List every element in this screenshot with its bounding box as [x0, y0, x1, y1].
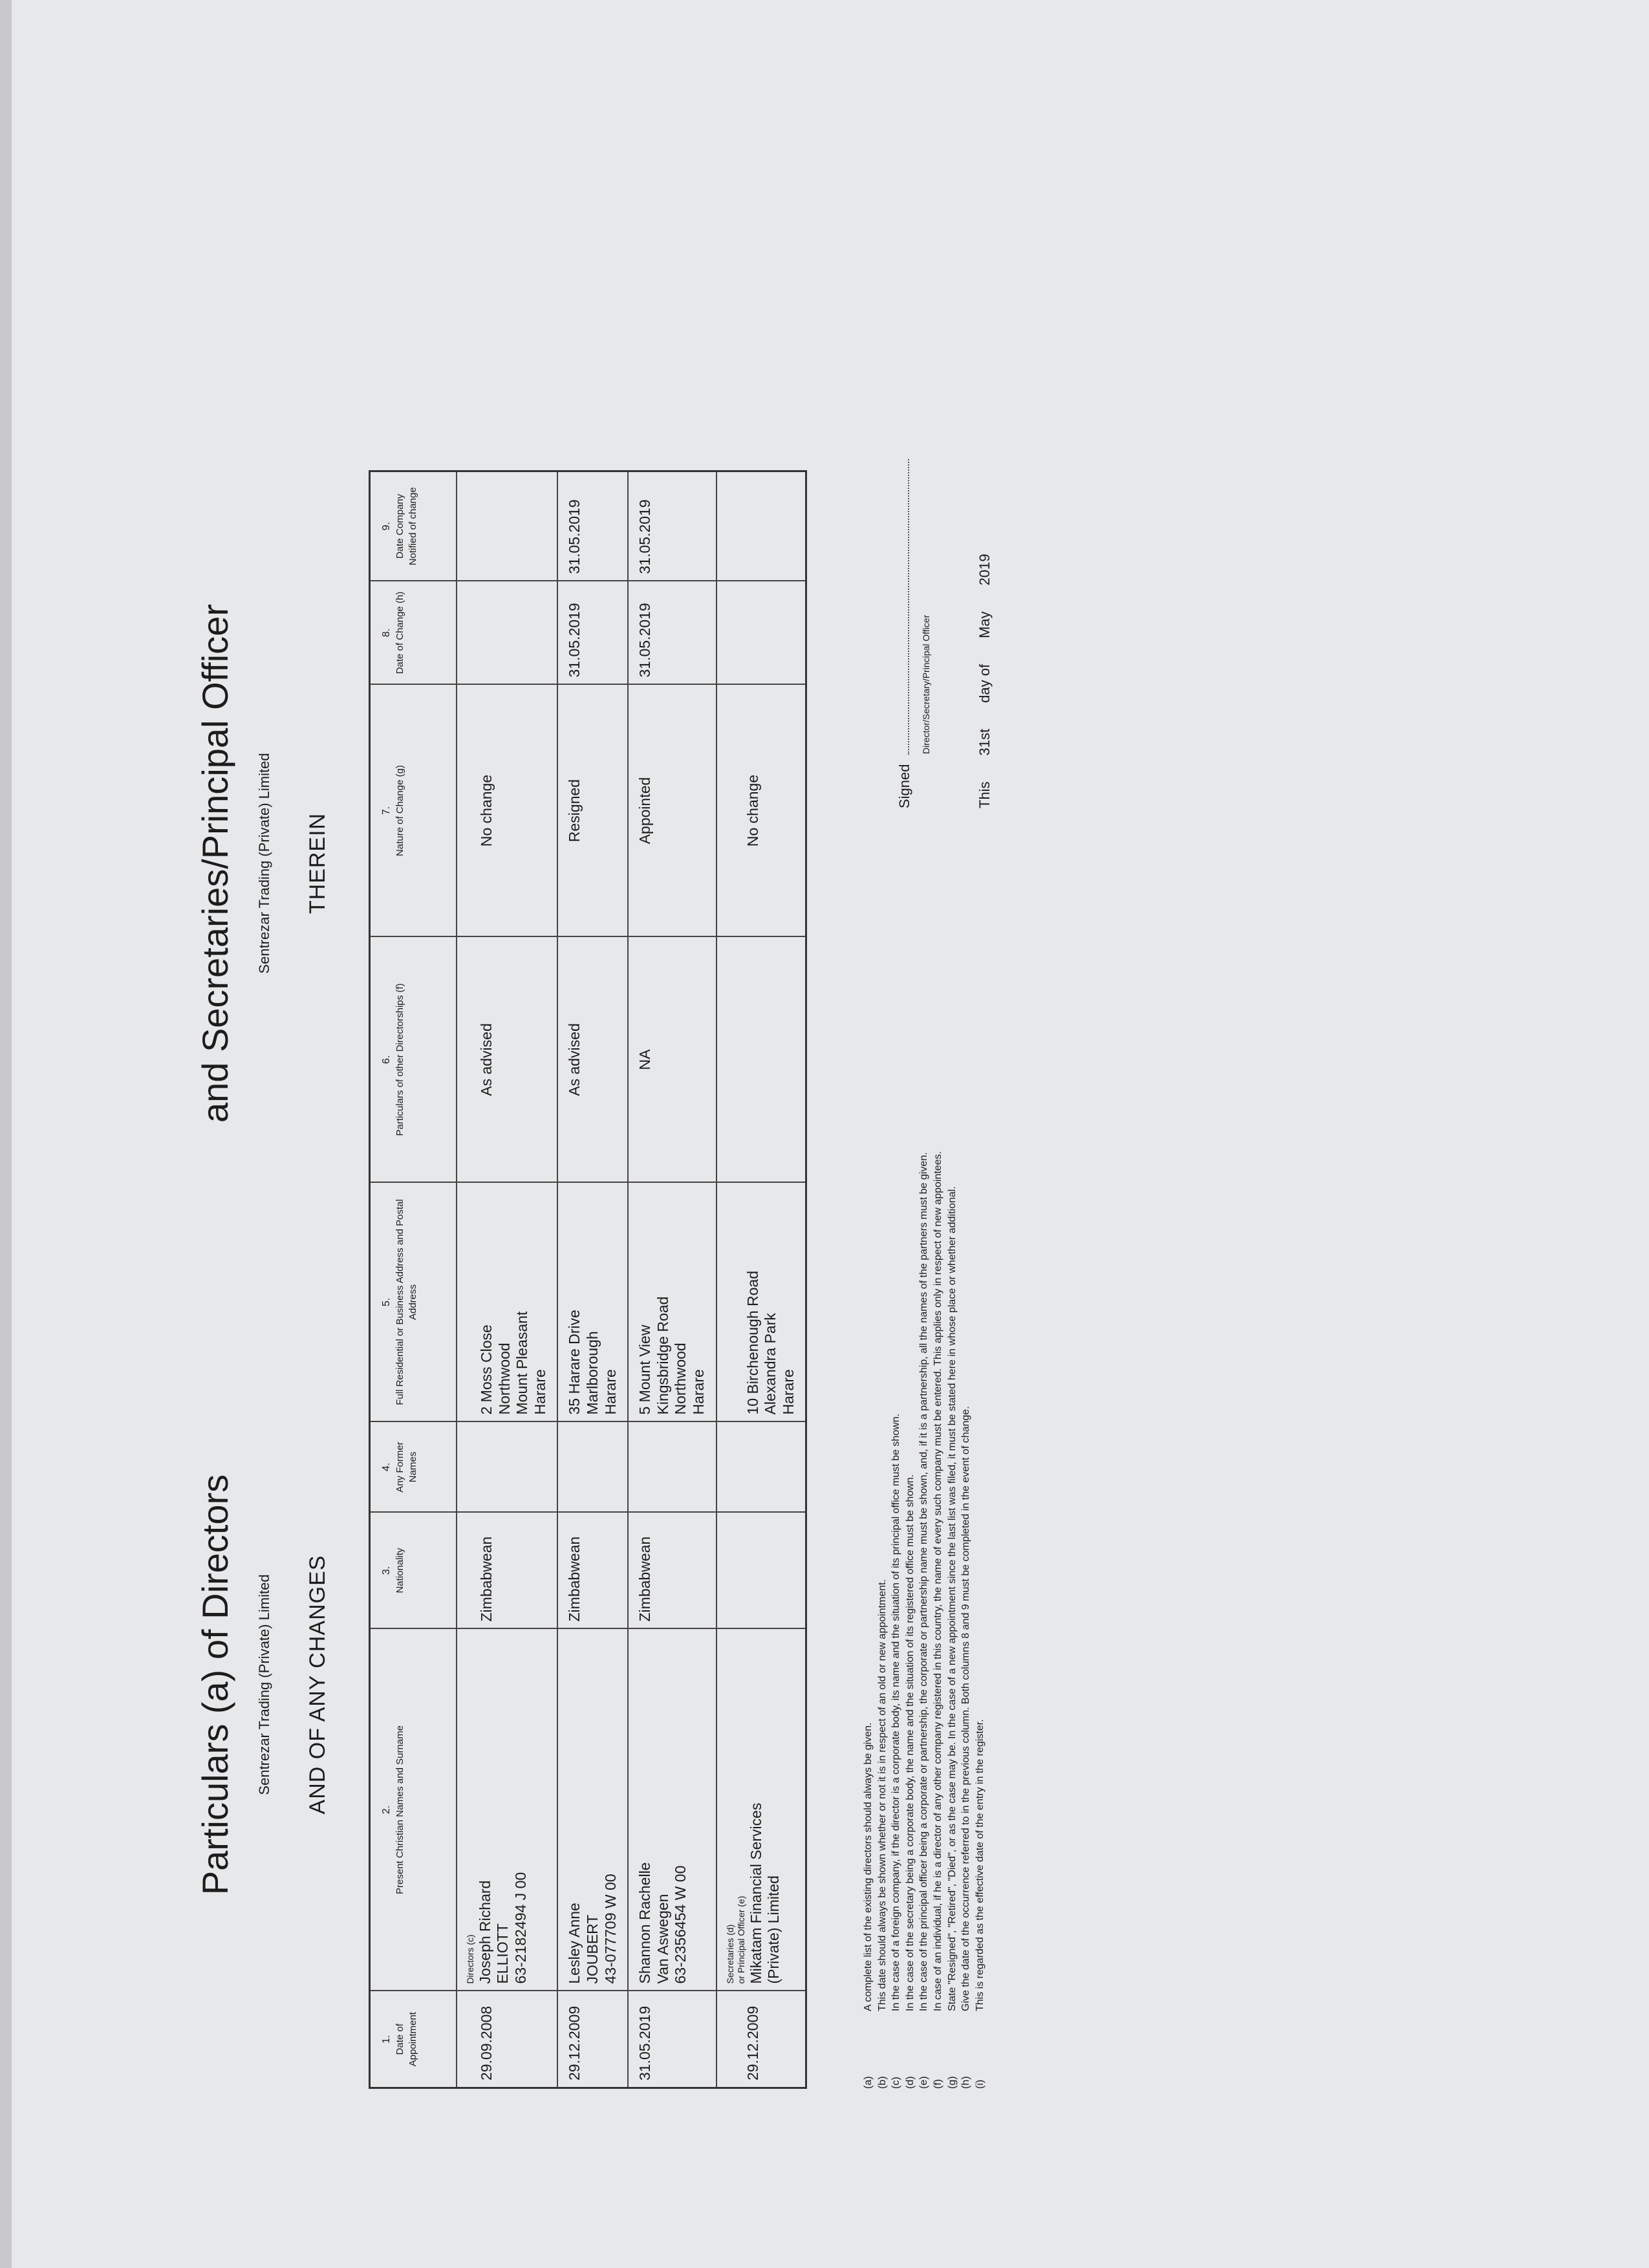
cell-address: 10 Birchenough Road Alexandra Park Harare	[717, 1183, 806, 1422]
cell-date-notified: 31.05.2019	[557, 471, 628, 581]
table-row	[557, 471, 628, 2088]
footnote-item	[945, 860, 960, 2089]
rotated-form-sheet	[175, 459, 1274, 2089]
cell-former-names	[557, 1422, 628, 1513]
footnote-text: In the case of the secretary being a corporate body, the name and the situation of its registered office must be shown.	[904, 1474, 916, 2011]
signature-block	[894, 459, 993, 808]
section-label-directors: Directors (c)	[465, 1934, 475, 1984]
cell-other-directorships	[717, 937, 806, 1183]
header-names: 2. Present Christian Names and Surname	[370, 1629, 457, 1991]
signature-caption: Director/Secretary/Principal Officer	[921, 614, 931, 754]
footnote-text: In the case of a foreign company, if the director is a corporate body, its name and the situation of its principal office must be shown.	[890, 1413, 902, 2011]
footnote-letter: (c)	[890, 2077, 902, 2089]
footnote-letter: (e)	[918, 2076, 930, 2089]
cell-nationality	[717, 1513, 806, 1629]
cell-address: 5 Mount View Kingsbridge Road Northwood Harare	[628, 1183, 716, 1422]
cell-date-notified: 31.05.2019	[628, 471, 716, 581]
table-row	[628, 471, 716, 2088]
header-address: 5. Full Residential or Business Address and Postal Address	[370, 1183, 457, 1422]
cell-nationality: Zimbabwean	[457, 1513, 557, 1629]
footnote-text: Give the date of the occurrence referred to in the previous column. Both columns 8 and 9 must be completed in the event of change.	[960, 1406, 972, 2011]
cell-nature-of-change: No change	[717, 685, 806, 937]
cell-other-directorships: NA	[628, 937, 716, 1183]
cell-names: Lesley Anne JOUBERT 43-077709 W 00	[557, 1629, 628, 1991]
cell-names: Shannon Rachelle Van Aswegen 63-2356454 W 00	[628, 1629, 716, 1991]
footnotes	[861, 860, 987, 2089]
cell-names: Secretaries (d) or Principal Officer (e) Mikatam Financial Services (Private) Limited	[717, 1629, 806, 1991]
cell-names: Directors (c) Joseph Richard ELLIOTT 63-2182494 J 00	[457, 1629, 557, 1991]
subtitle-right: THEREIN	[305, 812, 330, 914]
subtitle-left: AND OF ANY CHANGES	[305, 1555, 330, 1815]
scan-edge	[0, 0, 12, 2268]
footnote-letter: (i)	[974, 2079, 986, 2089]
cell-date: 29.09.2008	[457, 1991, 557, 2088]
section-label-secretaries: Secretaries (d)	[724, 1924, 735, 1984]
form-title-right: and Secretaries/Principal Officer	[195, 604, 235, 1123]
cell-date: 31.05.2019	[628, 1991, 716, 2088]
cell-nature-of-change: Resigned	[557, 685, 628, 937]
header-nature-of-change: 7. Nature of Change (g)	[370, 685, 457, 937]
footnote-item	[876, 860, 890, 2089]
cell-date: 29.12.2009	[557, 1991, 628, 2088]
header-date-of-change: 8. Date of Change (h)	[370, 581, 457, 685]
footnote-letter: (h)	[960, 2076, 972, 2089]
footnote-item	[931, 860, 945, 2089]
this-label: This	[976, 781, 993, 808]
footnote-text: A complete list of the existing directors should always be given.	[863, 1722, 874, 2011]
footnote-text: This is regarded as the effective date of the entry in the register.	[974, 1719, 986, 2011]
footnote-letter: (b)	[876, 2076, 888, 2089]
day-of-label: day of	[976, 664, 993, 703]
cell-date-of-change: 31.05.2019	[557, 581, 628, 685]
signing-month: May	[976, 611, 993, 638]
cell-date-notified	[457, 471, 557, 581]
cell-nature-of-change: Appointed	[628, 685, 716, 937]
footnote-text: This date should always be shown whether or not it is in respect of an old or new appointment.	[876, 1579, 888, 2011]
header-row	[370, 471, 457, 2088]
cell-former-names	[457, 1422, 557, 1513]
cell-address: 2 Moss Close Northwood Mount Pleasant Harare	[457, 1183, 557, 1422]
form-title-left: Particulars (a) of Directors	[195, 1474, 235, 1895]
footnote-letter: (a)	[863, 2076, 874, 2089]
signing-year: 2019	[976, 554, 993, 586]
company-name-left: Sentrezar Trading (Private) Limited	[256, 1574, 272, 1795]
cell-other-directorships: As advised	[557, 937, 628, 1183]
cell-former-names	[717, 1422, 806, 1513]
cell-former-names	[628, 1422, 716, 1513]
header-date-of-appointment: 1. Date of Appointment	[370, 1991, 457, 2088]
signature-line[interactable]	[894, 459, 909, 755]
signing-date	[976, 459, 993, 808]
table-row	[717, 471, 806, 2088]
footnote-item	[889, 860, 903, 2089]
footnote-text: In case of an individual, if he is a director of any other company registered in this country, the name of every such company must be entered. This applies only in respect of new appointees.	[932, 1151, 943, 2011]
company-name-right: Sentrezar Trading (Private) Limited	[256, 753, 272, 974]
directors-register-table	[369, 470, 807, 2089]
cell-nationality: Zimbabwean	[557, 1513, 628, 1629]
footnote-text: State "Resigned", "Retired", "Died", or as the case may be. In the case of a new appointment since the last list was filed, it must be stated here in whose place or whether additional.	[946, 1186, 958, 2011]
footnote-letter: (f)	[932, 2079, 943, 2089]
signing-day: 31st	[976, 728, 993, 756]
footnote-item	[903, 860, 918, 2089]
header-other-directorships: 6. Particulars of other Directorships (f)	[370, 937, 457, 1183]
cell-date-of-change	[457, 581, 557, 685]
signature-row	[894, 459, 913, 808]
cell-date-of-change	[717, 581, 806, 685]
cell-address: 35 Harare Drive Marlborough Harare	[557, 1183, 628, 1422]
table-row	[457, 471, 557, 2088]
footnote-letter: (d)	[904, 2076, 916, 2089]
footnote-item	[917, 860, 931, 2089]
cell-date-notified	[717, 471, 806, 581]
cell-date: 29.12.2009	[717, 1991, 806, 2088]
header-former-names: 4. Any Former Names	[370, 1422, 457, 1513]
header-nationality: 3. Nationality	[370, 1513, 457, 1629]
cell-other-directorships: As advised	[457, 937, 557, 1183]
footnote-item	[973, 860, 987, 2089]
header-date-notified: 9. Date Company Notified of change	[370, 471, 457, 581]
footnote-text: In the case of the principal officer being a corporate or partnership, the corporate or partnership name must be shown, and, if it is a partnership, all the names of the partners must be given.	[918, 1152, 930, 2011]
cell-date-of-change: 31.05.2019	[628, 581, 716, 685]
footnote-item	[959, 860, 973, 2089]
footnote-letter: (g)	[946, 2076, 958, 2089]
cell-nature-of-change: No change	[457, 685, 557, 937]
signed-label: Signed	[896, 764, 912, 808]
footnote-item	[861, 860, 876, 2089]
cell-nationality: Zimbabwean	[628, 1513, 716, 1629]
